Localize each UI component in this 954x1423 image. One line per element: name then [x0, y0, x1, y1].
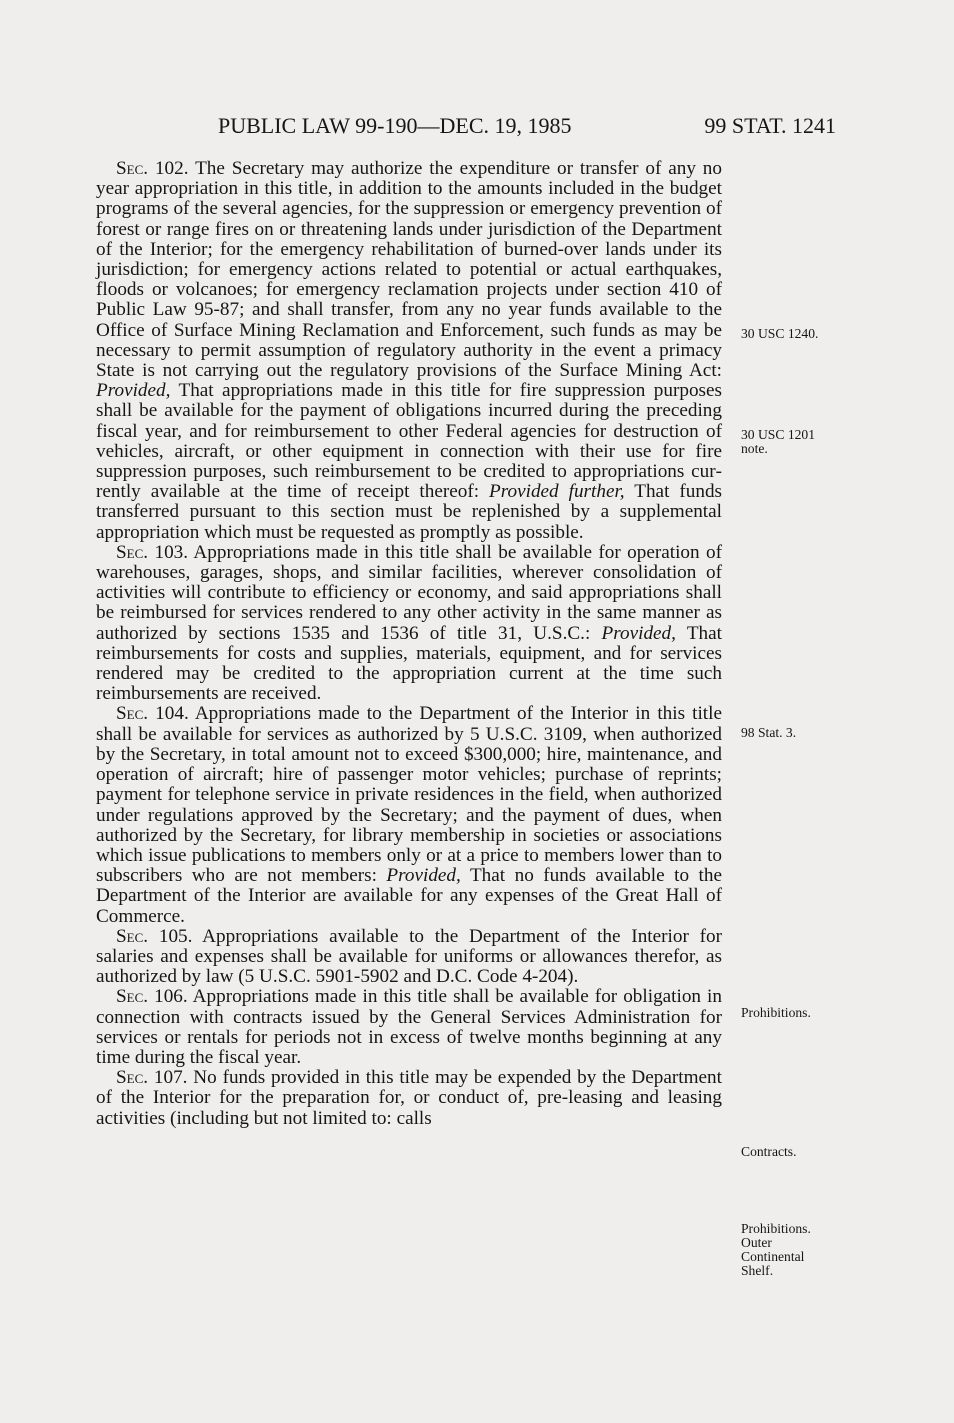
- body-text: [96, 159, 722, 1129]
- margin-note-30-usc-1240: [741, 327, 818, 341]
- section-label: Sec. 104.: [116, 703, 189, 725]
- section-text: Appropriations available to the Department of the Interior for salaries and expenses shall be available for uniforms or allowances therefor, as authorized by law (5 U.S.C. 5901-5902 and D.C. Code 4-204).: [96, 925, 722, 988]
- margin-note-line: Prohibitions.: [741, 1221, 811, 1236]
- section-label: Sec. 105.: [116, 925, 193, 947]
- margin-note-line: Shelf.: [741, 1263, 774, 1278]
- section-text: Appropriations made in this title shall be available for obligation in connection with contracts issued by the General Services Administration for services or rentals for periods not in excess of twelve months beginning at any time during the fiscal year.: [96, 986, 722, 1068]
- proviso-text: Provided,: [386, 865, 461, 887]
- section-paragraph: [96, 543, 722, 705]
- margin-note-line: Outer: [741, 1235, 772, 1250]
- section-text: That no funds available to the Department of the Interior are available for any expenses of the Great Hall of Commerce.: [96, 865, 722, 927]
- section-label: Sec. 103.: [116, 541, 189, 563]
- margin-note-98-stat-3: [741, 726, 796, 740]
- margin-note-line: 30 USC 1240.: [741, 326, 819, 341]
- section-paragraph: [96, 927, 722, 988]
- margin-note-contracts: [741, 1145, 797, 1159]
- proviso-text: Provided,: [601, 622, 676, 644]
- page-header: [0, 113, 954, 145]
- section-text: The Secretary may authorize the expenditure or transfer of any no year appropriation in this title, in addition to the amounts included in the budget programs of the several agencies, for the suppression or emergency prevention of forest or range fires on or threatening lands under jurisdiction of the Department of the Interior; for the emergency rehabilitation of burned-over lands under its jurisdiction; for emergency actions related to potential or actual earthquakes, floods or volcanoes; for emergency reclamation projects under section 410 of Public Law 95-87; and shall transfer, from any no year funds available to the Office of Surface Mining Reclamation and Enforcement, such funds as may be necessary to permit assumption of regulatory authority in the event a primacy State is not carrying out the regulatory provisions of the Surface Mining Act:: [96, 158, 722, 382]
- section-label: Sec. 107.: [116, 1067, 188, 1089]
- section-text: That appropriations made in this title for fire suppression purposes shall be available for the payment of obligations incurred during the preceding fiscal year, and for reimbursement to other Federal agencies for destruction of vehicles, aircraft, or other equipment in connection with their use for fire suppression purposes, such reimbursement to be credited to appropriations currently available at the time of receipt thereof:: [96, 380, 722, 503]
- margin-note-line: 30 USC 1201: [741, 427, 816, 442]
- margin-note-30-usc-1201: [741, 428, 815, 456]
- section-label: Sec. 106.: [116, 986, 188, 1008]
- section-paragraph: [96, 704, 722, 926]
- header-stat-page: 99 STAT. 1241: [704, 113, 836, 138]
- proviso-text: Provided further,: [489, 481, 625, 503]
- margin-note-prohibitions: [741, 1006, 811, 1020]
- section-text: No funds provided in this title may be expended by the Department of the Interior for the preparation for, or conduct of, pre-leasing and leasing activities (including but not limited to: calls: [96, 1067, 722, 1129]
- section-text: Appropriations made to the Department of the Interior in this title shall be available for services as authorized by 5 U.S.C. 3109, when authorized by the Secretary, in total amount not to exceed $300,000; hire, maintenance, and operation of aircraft; hire of passenger motor vehicles; purchase of reprints; payment for telephone service in private residences in the field, when authorized under regulations approved by the Secretary; and the payment of dues, when authorized by the Secretary, for library membership in societies or associations which issue publications to members only or at a price to members lower than to subscribers who are not members:: [96, 703, 722, 887]
- margin-note-prohibitions-ocs: [741, 1222, 811, 1278]
- margin-note-line: 98 Stat. 3.: [741, 725, 797, 740]
- margin-note-line: Continental: [741, 1249, 805, 1264]
- section-paragraph: [96, 987, 722, 1068]
- margin-note-line: note.: [741, 441, 768, 456]
- section-text: Appropriations made in this title shall be available for operation of warehouses, garages, shops, and similar facilities, wherever consolidation of activities will contribute to efficiency or economy, and said appropriations shall be reimbursed for services rendered to any other activity in the same manner as authorized by sections 1535 and 1536 of title 31, U.S.C.:: [96, 541, 722, 644]
- section-text: That reimbursements for costs and supplies, materials, equipment, and for services rendered may be credited to the appropriation current at the time such reimbursements are received.: [96, 622, 722, 705]
- margin-note-line: Contracts.: [741, 1144, 797, 1159]
- proviso-text: Provided,: [96, 380, 171, 402]
- section-text: That funds transferred pursuant to this section must be replenished by a supplemental appropriation which must be requested as promptly as possible.: [96, 481, 723, 543]
- margin-note-line: Prohibitions.: [741, 1005, 811, 1020]
- section-paragraph: [96, 159, 722, 543]
- section-label: Sec. 102.: [116, 158, 189, 179]
- header-title: PUBLIC LAW 99-190—DEC. 19, 1985: [218, 113, 572, 138]
- section-paragraph: [96, 1068, 722, 1129]
